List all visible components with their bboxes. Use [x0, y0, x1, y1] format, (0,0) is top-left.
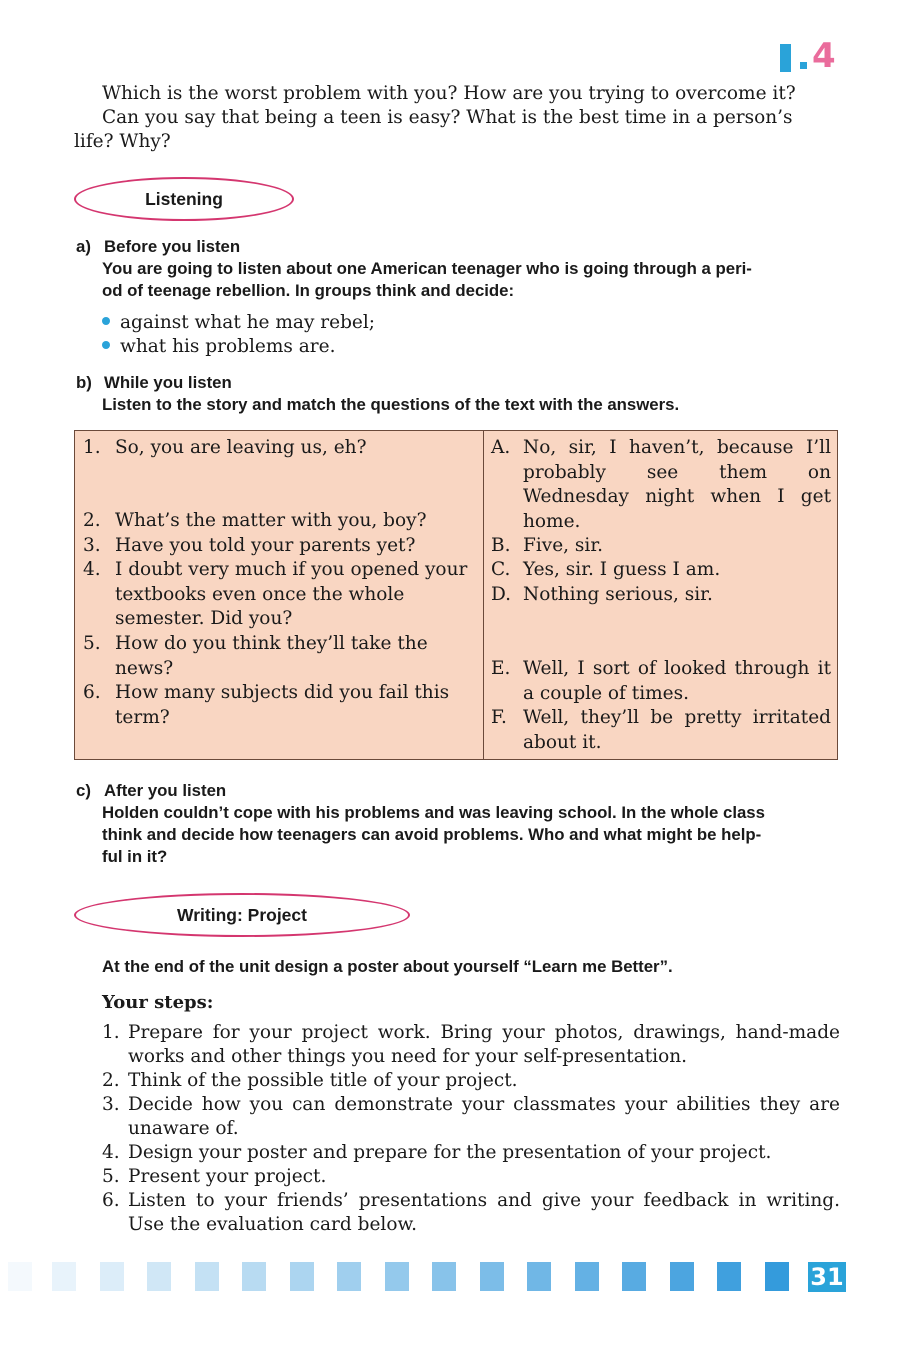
footer-square — [717, 1262, 741, 1291]
unit-dot-mark — [800, 62, 807, 69]
footer-bar — [0, 1262, 918, 1292]
bullet-icon — [102, 341, 110, 349]
unit-bar-mark — [780, 44, 791, 72]
bullet-text: what his problems are. — [120, 336, 336, 357]
answer-item: A. No, sir, I haven’t, because I’ll probably see them on Wednesday night when I get home. — [491, 437, 831, 532]
answer-item: B. Five, sir. — [491, 535, 604, 556]
step-item: 5. Present your project. — [102, 1166, 327, 1187]
before-listen-instruction-line-1: You are going to listen about one American teenager who is going through a peri- — [102, 259, 752, 278]
while-listen-instruction: Listen to the story and match the questions of the text with the answers. — [102, 395, 680, 414]
footer-square — [147, 1262, 171, 1291]
after-listen-instruction-line-1: Holden couldn’t cope with his problems and was leaving school. In the whole class — [102, 803, 765, 822]
intro-question-line-3: life? Why? — [74, 131, 171, 152]
intro-question-line-1: Which is the worst problem with you? How are you trying to overcome it? — [102, 83, 796, 104]
footer-square — [242, 1262, 266, 1291]
matching-table — [74, 430, 838, 760]
after-listen-label: c) — [76, 781, 91, 800]
answer-item: C. Yes, sir. I guess I am. — [491, 559, 721, 580]
answer-item: D. Nothing serious, sir. — [491, 584, 713, 605]
footer-square — [527, 1262, 551, 1291]
answer-item: F. Well, they’ll be pretty irritated about it. — [491, 707, 831, 753]
before-listen-title: Before you listen — [104, 237, 241, 256]
bullet-text: against what he may rebel; — [120, 312, 376, 333]
footer-square — [622, 1262, 646, 1291]
question-item: 1. So, you are leaving us, eh? — [83, 437, 367, 458]
writing-heading — [74, 893, 410, 937]
answer-item: E. Well, I sort of looked through it a couple of times. — [491, 658, 831, 704]
steps-list — [102, 1021, 840, 1237]
footer-square — [290, 1262, 314, 1291]
question-item: 5. How do you think they’ll take the news? — [83, 633, 428, 679]
step-item: 4. Design your poster and prepare for the presentation of your project. — [102, 1142, 772, 1163]
footer-square — [195, 1262, 219, 1291]
table-divider — [483, 431, 484, 759]
footer-square — [8, 1262, 32, 1291]
intro-question-line-2: Can you say that being a teen is easy? What is the best time in a person’s — [102, 107, 793, 128]
footer-square — [337, 1262, 361, 1291]
before-listen-instruction-line-2: od of teenage rebellion. In groups think and decide: — [102, 281, 515, 300]
footer-square — [670, 1262, 694, 1291]
footer-square — [100, 1262, 124, 1291]
before-listen-bullet — [102, 311, 375, 335]
before-listen-label: a) — [76, 237, 91, 256]
footer-square — [385, 1262, 409, 1291]
footer-square — [765, 1262, 789, 1291]
question-item: 6. How many subjects did you fail this term? — [83, 682, 450, 728]
bullet-icon — [102, 317, 110, 325]
question-item: 2. What’s the matter with you, boy? — [83, 510, 427, 531]
unit-badge — [780, 36, 840, 76]
unit-number: 4 — [812, 36, 836, 76]
question-item: 4. I doubt very much if you opened your textbooks even once the whole semester. Did you? — [83, 559, 468, 629]
footer-square — [432, 1262, 456, 1291]
footer-square — [52, 1262, 76, 1291]
footer-square — [575, 1262, 599, 1291]
step-item: 2. Think of the possible title of your project. — [102, 1070, 518, 1091]
question-item: 3. Have you told your parents yet? — [83, 535, 416, 556]
step-item: 3. Decide how you can demonstrate your classmates your abilities they are unaware of. — [102, 1094, 840, 1139]
writing-heading-label: Writing: Project — [177, 904, 307, 925]
listening-heading — [74, 177, 294, 221]
steps-title: Your steps: — [102, 992, 214, 1013]
writing-task: At the end of the unit design a poster about yourself “Learn me Better”. — [102, 957, 673, 976]
step-item: 1. Prepare for your project work. Bring your photos, drawings, hand-made works and other things you need for your self-presentation. — [102, 1022, 840, 1067]
step-item: 6. Listen to your friends’ presentations and give your feedback in writing. Use the evaluation card below. — [102, 1190, 840, 1235]
after-listen-title: After you listen — [104, 781, 227, 800]
footer-square — [480, 1262, 504, 1291]
while-listen-label: b) — [76, 373, 92, 392]
listening-heading-label: Listening — [145, 188, 223, 209]
after-listen-instruction-line-3: ful in it? — [102, 847, 168, 866]
while-listen-title: While you listen — [104, 373, 232, 392]
before-listen-bullet — [102, 335, 335, 359]
page-number: 31 — [808, 1262, 846, 1292]
after-listen-instruction-line-2: think and decide how teenagers can avoid problems. Who and what might be help- — [102, 825, 762, 844]
